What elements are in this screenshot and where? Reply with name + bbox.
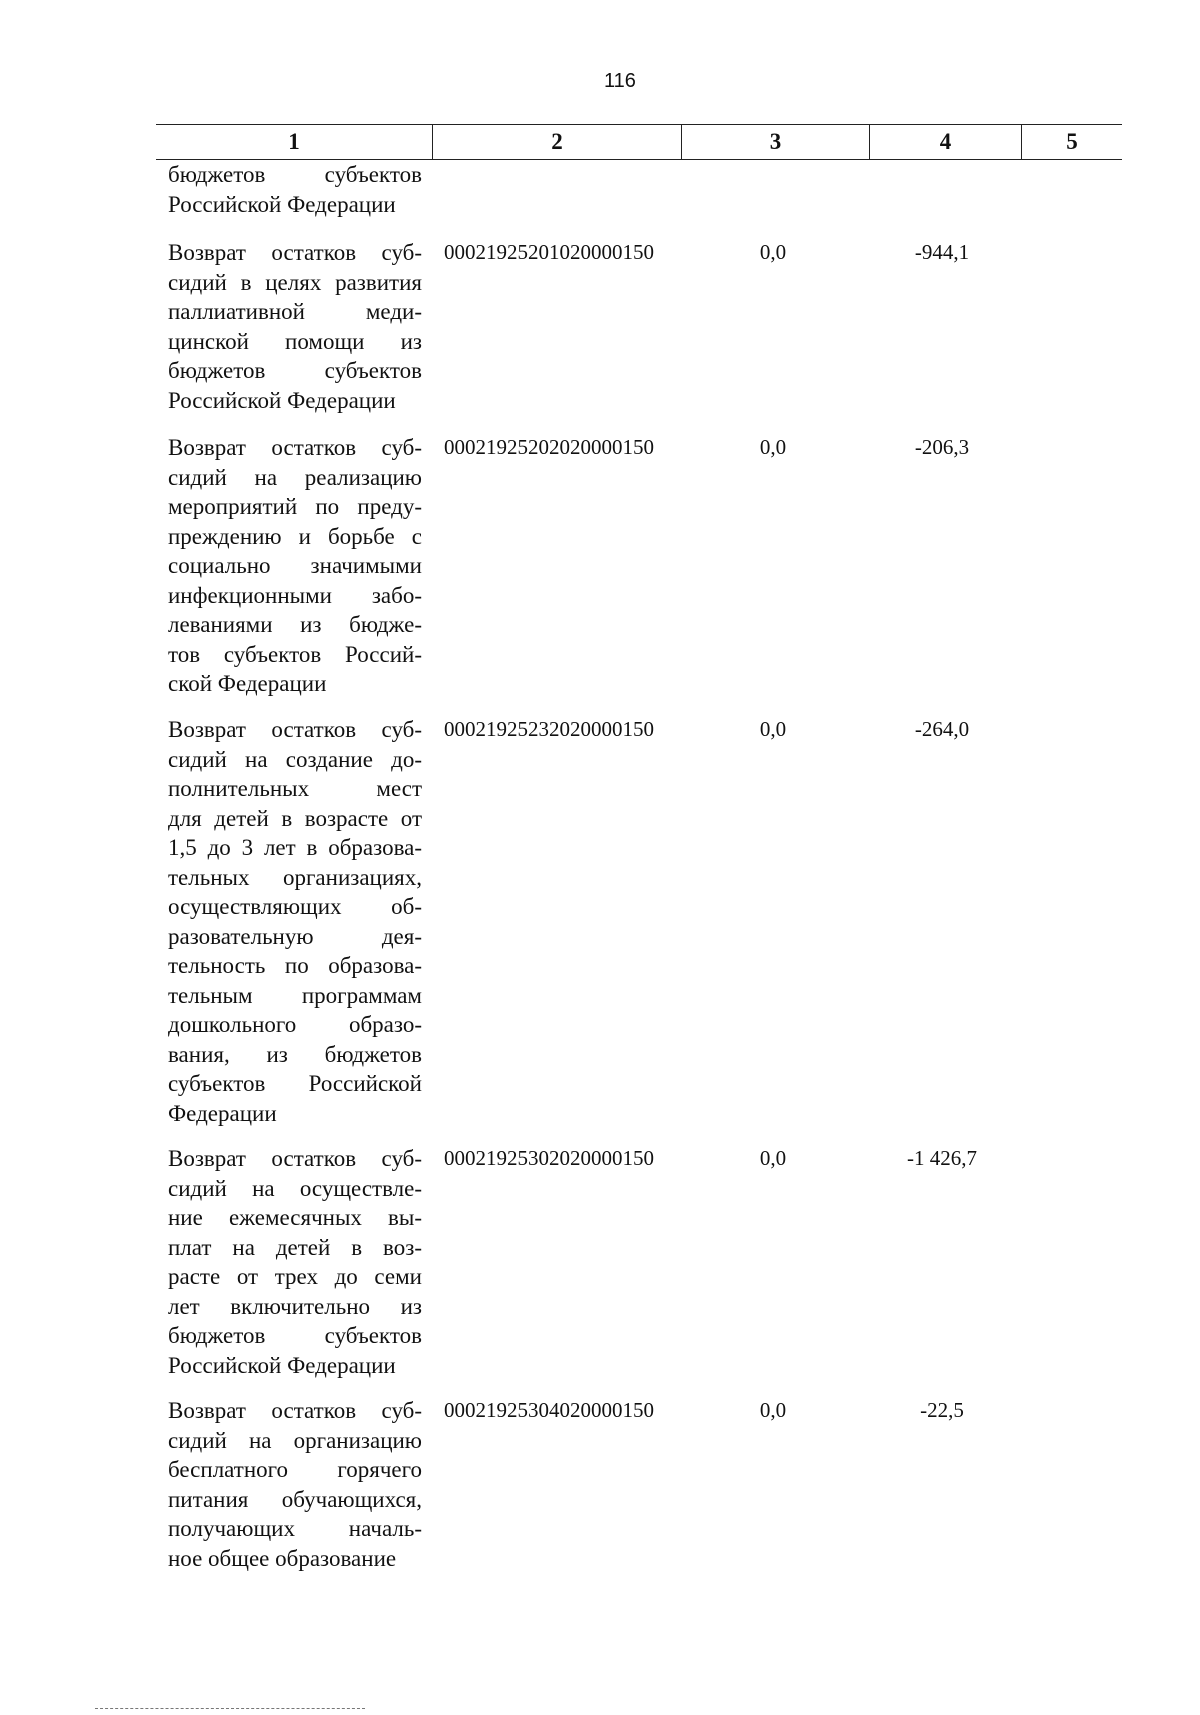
row-description — [168, 160, 422, 219]
description-line: расте от трех до семи — [168, 1264, 422, 1289]
description-line: сидий в целях развития — [168, 269, 422, 295]
footer-divider — [95, 1708, 365, 1710]
row-code: 00021925201020000150 — [444, 240, 654, 264]
description-line: паллиативной меди- — [168, 299, 422, 324]
row-value-col4: -22,5 — [920, 1398, 964, 1422]
row-value-col4: -1 426,7 — [907, 1146, 977, 1170]
header-col-3: 3 — [682, 125, 870, 159]
description-line: разовательную дея- — [168, 923, 422, 949]
row-description — [168, 1144, 422, 1380]
row-description — [168, 238, 422, 415]
description-line: инфекционными забо- — [168, 582, 422, 608]
row-description — [168, 715, 422, 1128]
description-line: бесплатного горячего — [168, 1457, 422, 1482]
description-line: сидий на реализацию — [168, 464, 422, 490]
description-line: 1,5 до 3 лет в образова- — [168, 835, 422, 860]
description-line: Возврат остатков суб- — [168, 435, 422, 460]
row-description — [168, 1396, 422, 1573]
description-line: преждению и борьбе с — [168, 523, 422, 549]
description-line: Возврат остатков суб- — [168, 717, 422, 742]
row-code: 00021925304020000150 — [444, 1398, 654, 1422]
row-value-col3: 0,0 — [759, 435, 787, 459]
description-line: тельность по образова- — [168, 953, 422, 978]
description-line: осуществляющих об- — [168, 894, 422, 919]
description-line: ное общее образование — [168, 1545, 397, 1571]
description-line: полнительных мест — [168, 776, 422, 801]
description-line: бюджетов субъектов — [168, 162, 422, 187]
description-line: плат на детей в воз- — [168, 1234, 422, 1260]
description-line: Возврат остатков суб- — [168, 1146, 422, 1171]
header-col-2: 2 — [433, 125, 682, 159]
row-value-col3: 0,0 — [759, 1146, 787, 1170]
description-line: лет включительно из — [168, 1293, 422, 1319]
description-line: получающих началь- — [168, 1516, 422, 1541]
description-line: бюджетов субъектов — [168, 358, 422, 383]
description-line: Возврат остатков суб- — [168, 1398, 422, 1423]
description-line: Российской Федерации — [168, 387, 396, 413]
row-code: 00021925202020000150 — [444, 435, 654, 459]
description-line: ской Федерации — [168, 671, 327, 696]
description-line: ние ежемесячных вы- — [168, 1205, 422, 1230]
description-line: бюджетов субъектов — [168, 1323, 422, 1348]
header-col-1: 1 — [156, 125, 433, 159]
header-col-4: 4 — [870, 125, 1022, 159]
description-line: дошкольного образо- — [168, 1012, 422, 1037]
row-value-col3: 0,0 — [759, 240, 787, 264]
description-line: Возврат остатков суб- — [168, 240, 422, 265]
row-code: 00021925302020000150 — [444, 1146, 654, 1170]
row-code: 00021925232020000150 — [444, 717, 654, 741]
description-line: Российской Федерации — [168, 1352, 396, 1378]
description-line: питания обучающихся, — [168, 1486, 422, 1512]
description-line: сидий на создание до- — [168, 746, 422, 772]
row-value-col3: 0,0 — [759, 717, 787, 741]
header-col-5: 5 — [1066, 129, 1078, 154]
description-line: субъектов Российской — [168, 1071, 422, 1096]
description-line: тов субъектов Россий- — [168, 641, 422, 667]
description-line: для детей в возрасте от — [168, 805, 422, 831]
page-number: 116 — [604, 70, 636, 92]
description-line: Российской Федерации — [168, 191, 396, 217]
row-value-col4: -206,3 — [914, 435, 970, 459]
description-line: тельным программам — [168, 982, 422, 1008]
description-line: леваниями из бюдже- — [168, 612, 422, 637]
description-line: Федерации — [168, 1100, 277, 1126]
row-value-col4: -944,1 — [914, 240, 970, 264]
description-line: тельных организациях, — [168, 864, 422, 890]
description-line: сидий на осуществле- — [168, 1175, 422, 1201]
description-line: цинской помощи из — [168, 328, 422, 354]
description-line: мероприятий по преду- — [168, 494, 422, 519]
description-line: сидий на организацию — [168, 1427, 422, 1453]
description-line: вания, из бюджетов — [168, 1041, 422, 1067]
row-description — [168, 433, 422, 699]
table-header — [156, 124, 1122, 160]
description-line: социально значимыми — [168, 553, 422, 578]
row-value-col3: 0,0 — [759, 1398, 787, 1422]
row-value-col4: -264,0 — [914, 717, 970, 741]
